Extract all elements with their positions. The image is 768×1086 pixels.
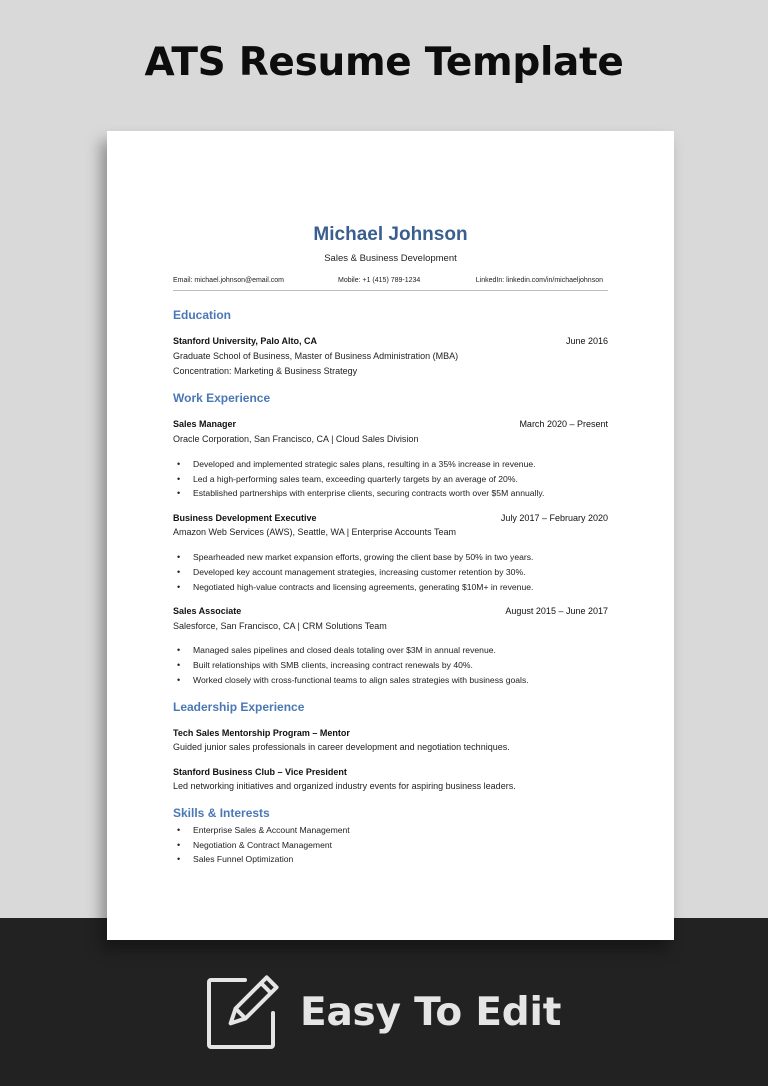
job-bullet: • Spearheaded new market expansion efforts, growing the client base by 50% in two years. — [193, 552, 533, 562]
leadership-desc: Led networking initiatives and organized industry events for aspiring business leaders. — [173, 781, 516, 791]
resume-role: Sales & Business Development — [324, 253, 457, 264]
edit-label: Easy To Edit — [300, 990, 562, 1035]
job-date: July 2017 – February 2020 — [500, 513, 608, 523]
education-degree: Graduate School of Business, Master of Business Administration (MBA) — [173, 351, 459, 361]
education-school: Stanford University, Palo Alto, CA — [173, 336, 318, 346]
job-company: Oracle Corporation, San Francisco, CA | Cloud Sales Division — [173, 434, 419, 444]
job-bullet: • Managed sales pipelines and closed deals totaling over $3M in annual revenue. — [193, 645, 496, 655]
job-bullet: • Negotiated high-value contracts and licensing agreements, generating $10M+ in revenue. — [193, 582, 533, 592]
job-title: Sales Associate — [173, 606, 242, 616]
section-education: Education — [173, 308, 232, 322]
job-bullet: • Developed key account management strategies, increasing customer retention by 30%. — [193, 567, 525, 577]
leadership-desc: Guided junior sales professionals in career development and negotiation techniques. — [173, 742, 510, 752]
resume-sheet — [107, 131, 674, 940]
job-title: Sales Manager — [173, 419, 237, 429]
skill-item: • Enterprise Sales & Account Management — [193, 825, 350, 835]
job-date: August 2015 – June 2017 — [505, 606, 608, 616]
section-skills: Skills & Interests — [173, 806, 270, 820]
job-bullet: • Developed and implemented strategic sales plans, resulting in a 35% increase in revenue. — [193, 459, 536, 469]
education-date: June 2016 — [565, 336, 608, 346]
job-bullet: • Established partnerships with enterprise clients, securing contracts worth over $5M annually. — [193, 488, 544, 498]
leadership-title: Tech Sales Mentorship Program – Mentor — [173, 728, 350, 738]
contact-linkedin: LinkedIn: linkedin.com/in/michaeljohnson — [475, 277, 603, 284]
job-bullet: • Worked closely with cross-functional teams to align sales strategies with business goals. — [193, 675, 529, 685]
job-date: March 2020 – Present — [519, 419, 608, 429]
job-company: Salesforce, San Francisco, CA | CRM Solutions Team — [173, 621, 387, 631]
skill-item: • Sales Funnel Optimization — [193, 854, 293, 864]
job-bullet: • Led a high-performing sales team, exceeding quarterly targets by an average of 20%. — [193, 474, 518, 484]
resume-name: Michael Johnson — [313, 224, 468, 245]
education-concentration: Concentration: Marketing & Business Strategy — [173, 366, 358, 376]
contact-email: Email: michael.johnson@email.com — [173, 277, 284, 284]
section-work-experience: Work Experience — [173, 391, 271, 405]
contact-mobile: Mobile: +1 (415) 789-1234 — [338, 277, 421, 284]
banner-title: ATS Resume Template — [144, 40, 624, 85]
section-leadership: Leadership Experience — [173, 700, 305, 714]
edit-pencil-icon — [205, 975, 281, 1051]
job-company: Amazon Web Services (AWS), Seattle, WA | Enterprise Accounts Team — [173, 527, 456, 537]
skill-item: • Negotiation & Contract Management — [193, 840, 332, 850]
job-bullet: • Built relationships with SMB clients, increasing contract renewals by 40%. — [193, 660, 473, 670]
header-divider — [173, 290, 608, 291]
leadership-title: Stanford Business Club – Vice President — [173, 767, 347, 777]
job-title: Business Development Executive — [173, 513, 317, 523]
